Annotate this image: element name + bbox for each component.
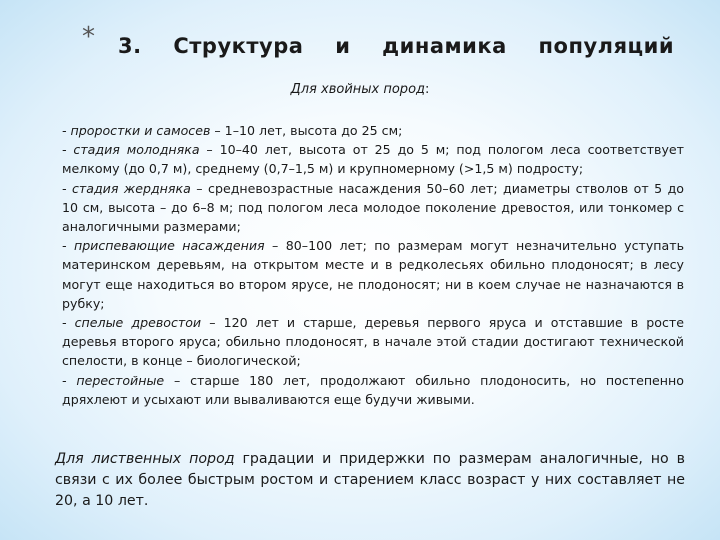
stage-item <box>62 371 684 409</box>
bullet-asterisk: * <box>82 22 95 52</box>
slide-title <box>118 34 674 58</box>
stage-item <box>62 179 684 237</box>
stage-name: - проростки и самосев <box>62 123 211 138</box>
stage-text: – средневозрастные насаждения 50–60 лет; диаметры стволов от 5 до 10 см, высота – до 6–8 м; под пологом леса молодое поколение древостоя, или тонкомер с аналогичными размерами; <box>62 180 684 235</box>
stage-name: - спелые древостои <box>62 315 202 331</box>
deciduous-text: градации и придержки по размерам аналогичные, но в связи с их более быстрым ростом и старением класс возраст у них составляет не 20, а 10 лет. <box>55 451 685 509</box>
stage-name: - перестойные <box>62 372 165 388</box>
stage-text: – старше 180 лет, продолжают обильно плодоносить, но постепенно дряхлеют и усыхают или вываливаются еще будучи живыми. <box>62 372 684 407</box>
stage-name: - стадия молодняка <box>62 142 200 158</box>
deciduous-paragraph <box>55 449 685 512</box>
subtitle-tail: : <box>425 82 430 97</box>
title-word: динамика <box>382 34 507 58</box>
title-word: Структура <box>173 34 304 58</box>
subtitle-italic: Для хвойных пород <box>290 82 426 97</box>
conifer-stages <box>62 121 684 409</box>
stage-text: – 10–40 лет, высота от 25 до 5 м; под пологом леса соответствует мелкому (до 0,7 м), среднему (0,7–1,5 м) и крупномерному (>1,5 м) подросту; <box>62 142 684 177</box>
stage-item <box>62 236 684 313</box>
stage-text: – 80–100 лет; по размерам могут незначительно уступать материнском деревьям, на открытом месте и в редколесьях обильно плодоносят; в лесу могут еще находиться во втором ярусе, не плодоносят; ни в коем случае не назначаются в рубку; <box>62 238 685 311</box>
stage-item <box>62 140 684 178</box>
stage-text: – 1–10 лет, высота до 25 см; <box>210 123 403 138</box>
stage-item <box>62 121 684 140</box>
stage-item <box>62 313 684 371</box>
stage-name: - стадия жердняка <box>62 180 191 196</box>
title-word: популяций <box>538 34 675 58</box>
stage-text: – 120 лет и старше, деревья первого яруса и отставшие в росте деревья второго яруса; обильно плодоносят, в начале этой стадии достигают технической спелости, в конце – биологической; <box>62 315 684 369</box>
title-word: и <box>335 34 351 58</box>
conifer-subtitle <box>0 82 720 97</box>
title-number: 3. <box>118 34 142 58</box>
deciduous-italic: Для лиственных пород <box>55 451 235 467</box>
stage-name: - приспевающие насаждения <box>62 238 265 254</box>
